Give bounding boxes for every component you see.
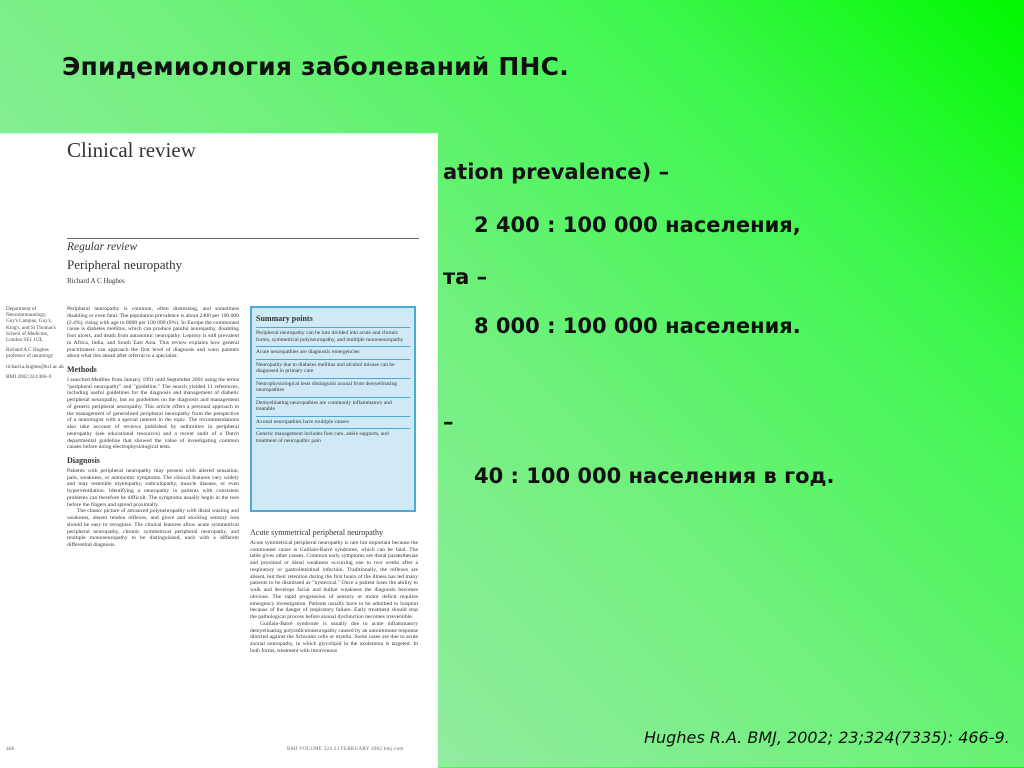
summary-point: Neuropathy due to diabetes mellitus and alcohol misuse can be diagnosed in primary care [256,359,410,378]
prevalence-label-line: ation prevalence) – [443,160,670,184]
acute-text-1: Acute symmetrical peripheral neuropathy is rare but important because the commonest cause is Guillain-Barré syndrome, which can be fatal. The table gives other causes. Common early symptoms are distal paraesthesiae and proximal or distal weakness occurring one to two weeks after a respiratory or gastrointestinal infection. Traditionally, the reflexes are absent, but their retention during the first hours of the illness has led many patients to be dismissed as "hysterical." Once a patient loses the ability to walk and develops facial and bulbar weakness the diagnosis becomes obvious. The rapid progression of sensory or motor deficit requires emergency investigation. Patients usually have to be admitted to hospital because of the danger of respiratory failure. Early treatment should stop the pathological process before axonal dysfunction becomes irreversible. [250,539,418,620]
article-image [0,133,438,768]
affiliation-email: richard.a.hughes@kcl.ac.uk [6,363,64,370]
citation: Hughes R.A. BMJ, 2002; 23;324(7335): 466-9. [644,728,1010,747]
article-left-column [67,306,239,549]
prevalence-value-line: 2 400 : 100 000 населения, [474,213,801,237]
diagnosis-text-1: Patients with peripheral neuropathy may present with altered sensation, pain, weakness, or autonomic symptoms. The clinical features vary widely and may resemble myelopathy, radiculopathy, muscle disease, or even hyperventilation. Identifying a neuropathy in patients with coexistent problems can therefore be difficult. The symptoms usually begin in the toes before the fingers and spread proximally. [67,467,239,508]
article-affiliation [6,306,64,384]
summary-point: Peripheral neuropathy can be into divided into acute and chronic forms, symmetrical polyneuropathy, and multiple mononeuropathy [256,327,410,346]
article-author: Richard A C Hughes [67,277,125,285]
elderly-value-line: 8 000 : 100 000 населения. [474,314,801,338]
summary-points-box [250,306,416,512]
affiliation-reference: BMJ 2002;324:466–9 [6,373,52,380]
summary-point: Acute neuropathies are diagnostic emergencies [256,346,410,359]
slide-title: Эпидемиология заболеваний ПНС. [62,52,569,81]
summary-point: Neurophysiological tests distinguish axonal from demyelinating neuropathies [256,378,410,397]
summary-heading: Summary points [256,314,313,323]
acute-heading: Acute symmetrical peripheral neuropathy [250,528,384,537]
incidence-label-line: – [443,410,454,434]
methods-heading: Methods [67,365,97,374]
article-title: Peripheral neuropathy [67,257,183,272]
article-divider [67,238,419,239]
journal-footer: BMJ VOLUME 324 23 FEBRUARY 2002 bmj.com [287,747,404,752]
summary-point: Demyelinating neuropathies are commonly inflammatory and treatable [256,397,410,416]
acute-text-2: Guillain-Barré syndrome is usually due to acute inflammatory demyelinating polyradiculoneuropathy caused by an autoimmune response directed against the Schwann cells or myelin. Some cases are due to acute axonal neuropathy, in which glycolipid in the axolemma is targeted. In both forms, treatment with intravenous [250,620,418,654]
article-right-column [250,530,418,655]
page-number: 466 [6,746,15,752]
summary-point: Axonal neuropathies have multiple causes [256,416,410,429]
diagnosis-heading: Diagnosis [67,456,100,465]
article-intro: Peripheral neuropathy is common, often distressing, and sometimes disabling or even fatal. The population prevalence is about 2400 per 100 000 (2.4%), rising with age to 8000 per 100 000 (8%). In Europe the commonest cause is diabetes mellitus, which can produce painful neuropathy, disabling foot ulcers, and death from autonomic neuropathy. Leprosy is still prevalent in Africa, India, and South East Asia. This review explains how general practitioners can approach the first level of diagnosis and warn patients about what lies ahead after referral to a specialist. [67,306,239,360]
summary-point: Generic management includes foot care, ankle supports, and treatment of neuropathic pain [256,428,410,447]
affiliation-department: Department of Neuroimmunology, Guy's Campus, Guy's, King's, and St Thomas's School of Medicine, London SE1 1UL [6,306,56,344]
affiliation-author: Richard A C Hughes professor of neurology [6,347,54,360]
elderly-label-line: та – [443,265,488,289]
article-section-label: Clinical review [67,138,196,162]
article-kicker: Regular review [67,241,138,253]
incidence-value-line: 40 : 100 000 населения в год. [474,464,835,488]
diagnosis-text-2: The classic picture of advanced polyneuropathy with distal wasting and weakness, absent tendon reflexes, and glove and stocking sensory loss should be easy to recognise. The clinical features allow acute symmetrical peripheral neuropathy, chronic symmetrical peripheral neuropathy, and multiple mononeuropathy to be distinguished, each with a different differential diagnosis. [67,508,239,548]
methods-text: I searched Medline from January 1991 until September 2001 using the terms "peripheral neuropathy" and "guideline." The search yielded 11 references, including useful guidelines for the diagnosis and management of diabetic peripheral neuropathy, but no guidelines on the diagnosis and management of generic peripheral neuropathy. This article offers a personal approach to the management of generalised peripheral neuropathy from the perspective of a neurologist with a special interest in the topic. The recommendations also take account of reviews published by authorities in peripheral neuropathy (see educational resources) and a recent audit of a Dutch departmental guideline that showed the value of investigating common causes before doing electrophysiological tests. [67,376,239,451]
